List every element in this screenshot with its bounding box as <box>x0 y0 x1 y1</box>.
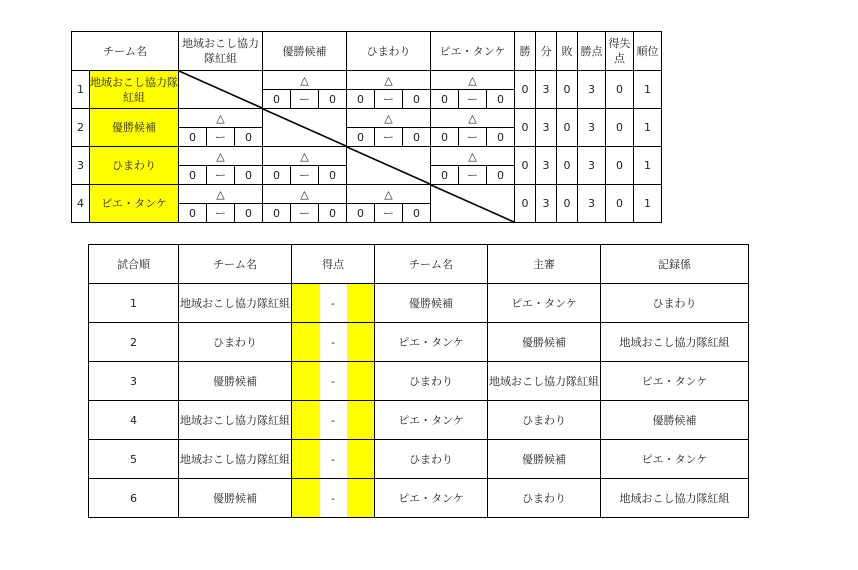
stat-win: 0 <box>515 185 536 223</box>
header-points: 勝点 <box>578 32 606 71</box>
match-team-b: ひまわり <box>375 440 488 479</box>
stat-loss: 0 <box>557 185 578 223</box>
diagonal-line <box>179 71 262 108</box>
match-row <box>89 440 749 479</box>
diagonal-line <box>263 109 346 146</box>
score-separator: - <box>320 401 347 440</box>
score-separator: - <box>320 440 347 479</box>
score-away: 0 <box>319 204 347 223</box>
match-team-b: ピエ・タンケ <box>375 323 488 362</box>
result-mark: △ <box>347 71 431 90</box>
score-home: 0 <box>347 128 375 147</box>
diagonal-line <box>431 185 514 222</box>
score-dash: ー <box>291 166 319 185</box>
score-dash: ー <box>375 90 403 109</box>
score-dash: ー <box>207 166 235 185</box>
match-order: 2 <box>89 323 179 362</box>
standings-row <box>72 109 662 128</box>
match-team-a: ひまわり <box>179 323 292 362</box>
match-order: 5 <box>89 440 179 479</box>
match-referee: 優勝候補 <box>488 323 601 362</box>
stat-goal-diff: 0 <box>606 147 634 185</box>
result-mark: △ <box>179 185 263 204</box>
score-a-input[interactable] <box>292 401 320 440</box>
header-score: 得点 <box>292 245 375 284</box>
match-referee: ひまわり <box>488 479 601 518</box>
header-recorder: 記録係 <box>601 245 749 284</box>
standings-row <box>72 185 662 204</box>
header-team-b: チーム名 <box>375 245 488 284</box>
score-a-input[interactable] <box>292 479 320 518</box>
score-away: 0 <box>403 204 431 223</box>
result-mark: △ <box>347 185 431 204</box>
score-home: 0 <box>431 128 459 147</box>
diagonal-self-cell <box>347 147 431 185</box>
score-a-input[interactable] <box>292 440 320 479</box>
score-separator: - <box>320 362 347 401</box>
score-home: 0 <box>431 166 459 185</box>
stat-goal-diff: 0 <box>606 109 634 147</box>
score-away: 0 <box>403 128 431 147</box>
match-row <box>89 401 749 440</box>
result-mark: △ <box>263 71 347 90</box>
match-header-row <box>89 245 749 284</box>
stat-loss: 0 <box>557 147 578 185</box>
score-away: 0 <box>403 90 431 109</box>
match-team-b: ピエ・タンケ <box>375 401 488 440</box>
score-a-input[interactable] <box>292 362 320 401</box>
score-dash: ー <box>207 204 235 223</box>
match-team-a: 地域おこし協力隊紅組 <box>179 284 292 323</box>
result-mark: △ <box>263 147 347 166</box>
stat-points: 3 <box>578 185 606 223</box>
score-home: 0 <box>263 204 291 223</box>
match-team-b: ピエ・タンケ <box>375 479 488 518</box>
row-number: 2 <box>72 109 90 147</box>
score-away: 0 <box>235 204 263 223</box>
score-dash: ー <box>207 128 235 147</box>
diagonal-self-cell <box>431 185 515 223</box>
match-table-wrapper <box>88 244 749 518</box>
score-dash: ー <box>459 90 487 109</box>
score-home: 0 <box>347 90 375 109</box>
header-opponent-3: ひまわり <box>347 32 431 71</box>
match-team-a: 地域おこし協力隊紅組 <box>179 401 292 440</box>
match-order: 6 <box>89 479 179 518</box>
stat-rank: 1 <box>634 109 662 147</box>
score-home: 0 <box>263 166 291 185</box>
stat-points: 3 <box>578 109 606 147</box>
standings-table <box>71 31 662 223</box>
match-referee: 優勝候補 <box>488 440 601 479</box>
score-home: 0 <box>347 204 375 223</box>
match-team-b: 優勝候補 <box>375 284 488 323</box>
result-mark: △ <box>431 147 515 166</box>
standings-row <box>72 147 662 166</box>
header-loss: 敗 <box>557 32 578 71</box>
diagonal-line <box>347 147 430 184</box>
score-dash: ー <box>291 90 319 109</box>
stat-rank: 1 <box>634 71 662 109</box>
score-home: 0 <box>431 90 459 109</box>
score-separator: - <box>320 284 347 323</box>
score-away: 0 <box>235 128 263 147</box>
result-mark: △ <box>347 109 431 128</box>
header-opponent-4: ピエ・タンケ <box>431 32 515 71</box>
match-order: 3 <box>89 362 179 401</box>
result-mark: △ <box>263 185 347 204</box>
score-b-input[interactable] <box>347 284 375 323</box>
header-referee: 主審 <box>488 245 601 284</box>
match-recorder: 地域おこし協力隊紅組 <box>601 323 749 362</box>
team-name: 地域おこし協力隊紅組 <box>90 71 179 109</box>
match-order: 4 <box>89 401 179 440</box>
team-name: 優勝候補 <box>90 109 179 147</box>
score-separator: - <box>320 323 347 362</box>
score-home: 0 <box>263 90 291 109</box>
team-name: ひまわり <box>90 147 179 185</box>
stat-goal-diff: 0 <box>606 185 634 223</box>
score-away: 0 <box>235 166 263 185</box>
score-dash: ー <box>291 204 319 223</box>
score-home: 0 <box>179 204 207 223</box>
score-away: 0 <box>487 128 515 147</box>
stat-win: 0 <box>515 71 536 109</box>
match-team-a: 優勝候補 <box>179 479 292 518</box>
match-recorder: ひまわり <box>601 284 749 323</box>
row-number: 4 <box>72 185 90 223</box>
score-home: 0 <box>179 166 207 185</box>
score-dash: ー <box>459 166 487 185</box>
stat-draw: 3 <box>536 147 557 185</box>
match-recorder: ピエ・タンケ <box>601 440 749 479</box>
score-a-input[interactable] <box>292 284 320 323</box>
result-mark: △ <box>431 109 515 128</box>
match-referee: ピエ・タンケ <box>488 284 601 323</box>
match-team-b: ひまわり <box>375 362 488 401</box>
match-recorder: 地域おこし協力隊紅組 <box>601 479 749 518</box>
stat-draw: 3 <box>536 185 557 223</box>
header-team: チーム名 <box>72 32 179 71</box>
match-row <box>89 284 749 323</box>
score-dash: ー <box>375 204 403 223</box>
match-referee: 地域おこし協力隊紅組 <box>488 362 601 401</box>
stat-draw: 3 <box>536 71 557 109</box>
standings-body <box>72 71 662 223</box>
score-b-input[interactable] <box>347 479 375 518</box>
score-b-input[interactable] <box>347 440 375 479</box>
stat-rank: 1 <box>634 147 662 185</box>
score-b-input[interactable] <box>347 323 375 362</box>
row-number: 3 <box>72 147 90 185</box>
header-goal-diff: 得失点 <box>606 32 634 71</box>
match-row <box>89 362 749 401</box>
result-mark: △ <box>179 109 263 128</box>
match-recorder: ピエ・タンケ <box>601 362 749 401</box>
header-rank: 順位 <box>634 32 662 71</box>
header-win: 勝 <box>515 32 536 71</box>
team-name: ピエ・タンケ <box>90 185 179 223</box>
diagonal-self-cell <box>179 71 263 109</box>
stat-win: 0 <box>515 147 536 185</box>
match-referee: ひまわり <box>488 401 601 440</box>
score-away: 0 <box>319 90 347 109</box>
score-b-input[interactable] <box>347 401 375 440</box>
standings-row <box>72 71 662 90</box>
standings-table-wrapper <box>71 31 662 223</box>
match-recorder: 優勝候補 <box>601 401 749 440</box>
stat-points: 3 <box>578 147 606 185</box>
stat-points: 3 <box>578 71 606 109</box>
row-number: 1 <box>72 71 90 109</box>
score-away: 0 <box>319 166 347 185</box>
result-mark: △ <box>179 147 263 166</box>
match-row <box>89 479 749 518</box>
match-team-a: 優勝候補 <box>179 362 292 401</box>
stat-loss: 0 <box>557 71 578 109</box>
header-opponent-1: 地域おこし協力隊紅組 <box>179 32 263 71</box>
stat-draw: 3 <box>536 109 557 147</box>
score-a-input[interactable] <box>292 323 320 362</box>
result-mark: △ <box>431 71 515 90</box>
header-draw: 分 <box>536 32 557 71</box>
stat-loss: 0 <box>557 109 578 147</box>
match-order: 1 <box>89 284 179 323</box>
score-away: 0 <box>487 166 515 185</box>
score-dash: ー <box>375 128 403 147</box>
standings-header-row <box>72 32 662 71</box>
match-body <box>89 284 749 518</box>
match-table <box>88 244 749 518</box>
stat-rank: 1 <box>634 185 662 223</box>
score-dash: ー <box>459 128 487 147</box>
score-separator: - <box>320 479 347 518</box>
header-team-a: チーム名 <box>179 245 292 284</box>
match-row <box>89 323 749 362</box>
header-opponent-2: 優勝候補 <box>263 32 347 71</box>
stat-win: 0 <box>515 109 536 147</box>
match-team-a: 地域おこし協力隊紅組 <box>179 440 292 479</box>
score-away: 0 <box>487 90 515 109</box>
score-home: 0 <box>179 128 207 147</box>
stat-goal-diff: 0 <box>606 71 634 109</box>
header-order: 試合順 <box>89 245 179 284</box>
score-b-input[interactable] <box>347 362 375 401</box>
diagonal-self-cell <box>263 109 347 147</box>
